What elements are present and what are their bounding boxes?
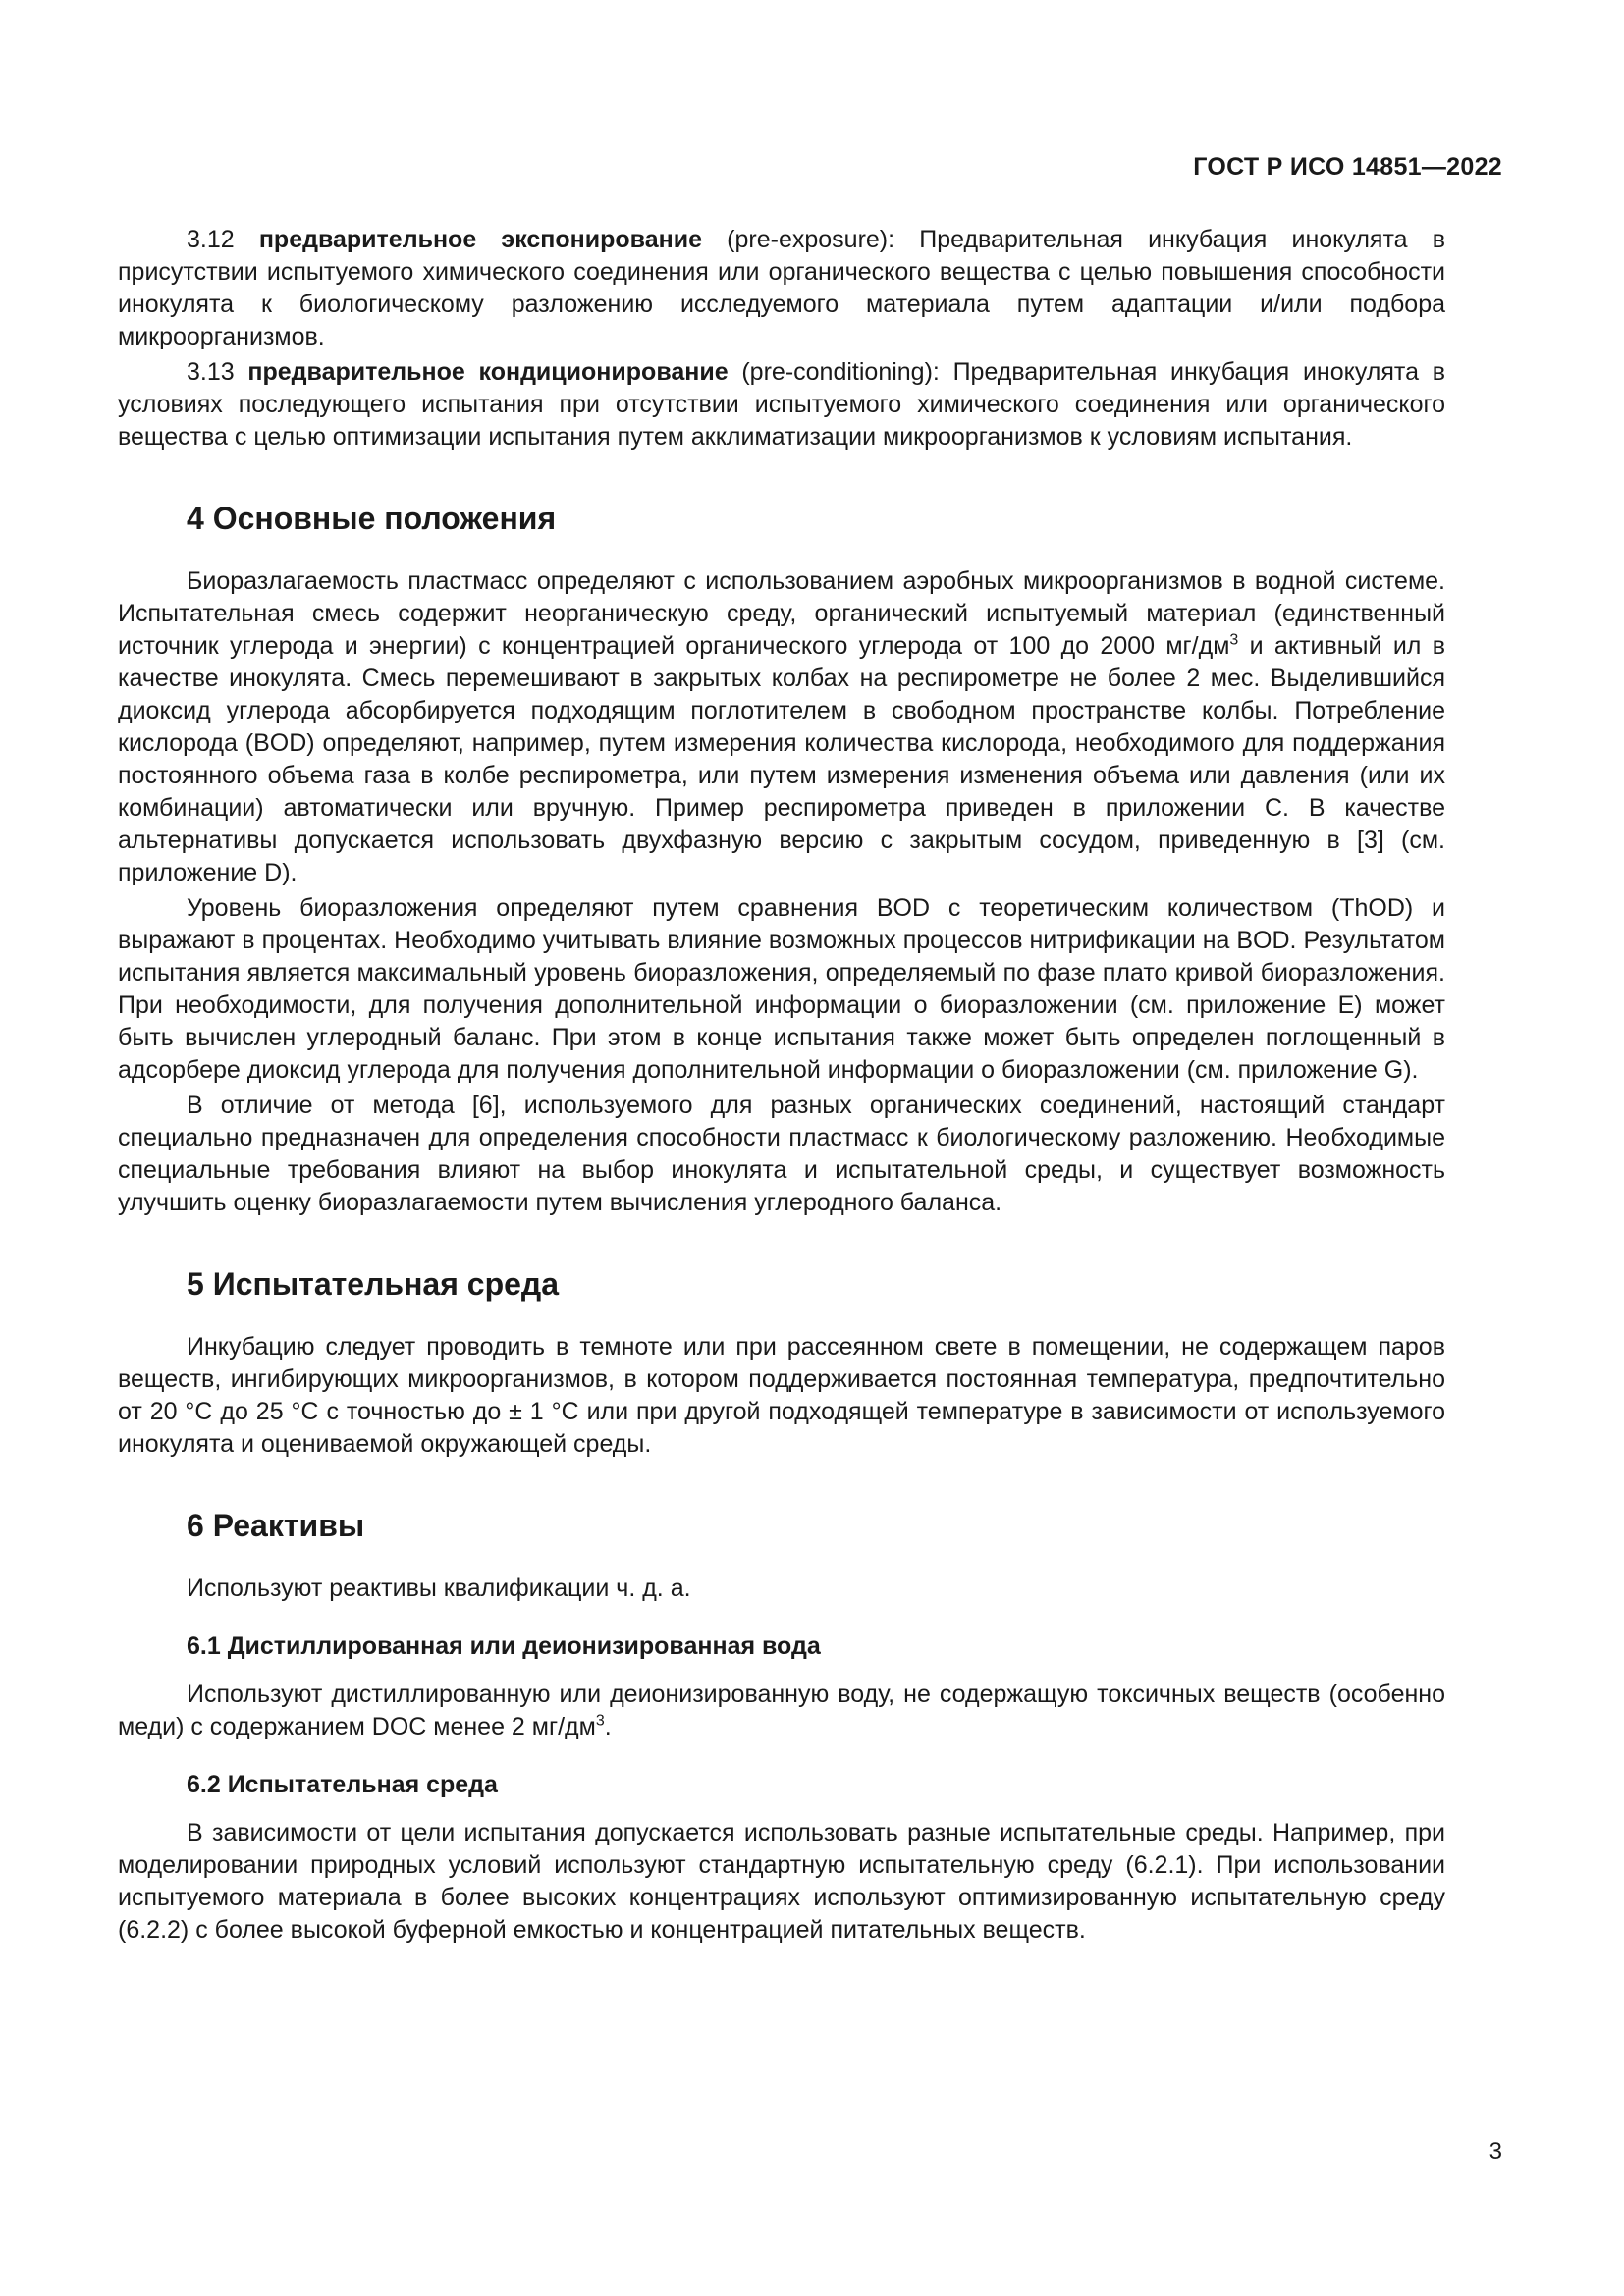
section-4-paragraph-1: [118, 565, 1445, 889]
section-5-heading: 5 Испытательная среда: [187, 1266, 560, 1302]
page-number: 3: [1489, 2138, 1502, 2164]
paragraph-text: .: [604, 1713, 612, 1740]
definition-term: предварительное экспонирование: [258, 226, 702, 253]
page-content: [118, 224, 1445, 1947]
section-6-1-heading: 6.1 Дистиллированная или деионизированная вода: [187, 1632, 821, 1660]
section-4-paragraph-3: В отличие от метода [6], используемого для разных органических соединений, настоящий стандарт специально предназначен для определения способности пластмасс к биологическому разложению. Необходимые специальные требования влияют на выбор инокулята и испытательной среды, и существует возможность улучшить оценку биоразлагаемости путем вычисления углеродного баланса.: [118, 1092, 1445, 1216]
paragraph-text: Биоразлагаемость пластмасс определяют с использованием аэробных микроорганизмов в водной системе. Испытательная смесь содержит неорганическую среду, органический испытуемый материал (единственный источник углерода и энергии) с концентрацией органического углерода от 100 до 2000 мг/дм: [118, 567, 1445, 660]
document-code: ГОСТ Р ИСО 14851—2022: [1193, 153, 1502, 181]
section-6-1-paragraph: [118, 1679, 1445, 1743]
section-6-2-paragraph: В зависимости от цели испытания допускается использовать разные испытательные среды. Например, при моделировании природных условий используют стандартную испытательную среду (6.2.1). При использовании испытуемого материала в более высоких концентрациях используют оптимизированную испытательную среду (6.2.2) с более высокой буферной емкостью и концентрацией питательных веществ.: [118, 1819, 1445, 1944]
paragraph-text: Используют дистиллированную или деионизированную воду, не содержащую токсичных веществ (особенно меди) с содержанием DOC менее 2 мг/дм: [118, 1681, 1445, 1740]
section-5-paragraph-1: Инкубацию следует проводить в темноте или при рассеянном свете в помещении, не содержащем паров веществ, ингибирующих микроорганизмов, в котором поддерживается постоянная температура, предпочтительно от 20 °С до 25 °С с точностью до ± 1 °С или при другой подходящей температуре в зависимости от используемого инокулята и оцениваемой окружающей среды.: [118, 1333, 1445, 1458]
section-4-paragraph-2: Уровень биоразложения определяют путем сравнения BOD с теоретическим количеством (ThOD) и выражают в процентах. Необходимо учитывать влияние возможных процессов нитрификации на BOD. Результатом испытания является максимальный уровень биоразложения, определяемый по фазе плато кривой биоразложения. При необходимости, для получения дополнительной информации о биоразложении (см. приложение E) может быть вычислен углеродный баланс. При этом в конце испытания также может быть определен поглощенный в адсорбере диоксид углерода для получения дополнительной информации о биоразложении (см. приложение G).: [118, 894, 1445, 1084]
definition-text: (pre-conditioning): Предварительная инкубация инокулята в условиях последующего испытания при отсутствии испытуемого химического соединения или органического вещества с целью оптимизации испытания путем акклиматизации микроорганизмов к условиям испытания.: [118, 358, 1445, 451]
section-4-heading: 4 Основные положения: [187, 501, 557, 536]
paragraph-text: и активный ил в качестве инокулята. Смесь перемешивают в закрытых колбах на респирометре не более 2 мес. Выделившийся диоксид углерода абсорбируется подходящим поглотителем в свободном пространстве колбы. Потребление кислорода (BOD) определяют, например, путем измерения количества кислорода, необходимого для поддержания постоянного объема газа в колбе респирометра, или путем измерения изменения объема или давления (или их комбинации) автоматически или вручную. Пример респирометра приведен в приложении C. В качестве альтернативы допускается использовать двухфазную версию с закрытым сосудом, приведенную в [3] (см. приложение D).: [118, 632, 1445, 886]
section-6-2-heading: 6.2 Испытательная среда: [187, 1771, 498, 1798]
superscript: 3: [595, 1712, 605, 1730]
definition-term: предварительное кондиционирование: [247, 358, 729, 386]
definition-number: 3.13: [187, 358, 248, 386]
definition-3-13: [118, 356, 1445, 454]
section-6-paragraph-1: Используют реактивы квалификации ч. д. а.: [187, 1575, 691, 1602]
superscript: 3: [1229, 631, 1239, 649]
definition-number: 3.12: [187, 226, 259, 253]
definition-text: (pre-exposure): Предварительная инкубация инокулята в присутствии испытуемого химического соединения или органического вещества с целью повышения способности инокулята к биологическому разложению исследуемого материала путем адаптации и/или подбора микроорганизмов.: [118, 226, 1445, 350]
section-6-heading: 6 Реактивы: [187, 1508, 365, 1543]
definition-3-12: [118, 224, 1445, 353]
